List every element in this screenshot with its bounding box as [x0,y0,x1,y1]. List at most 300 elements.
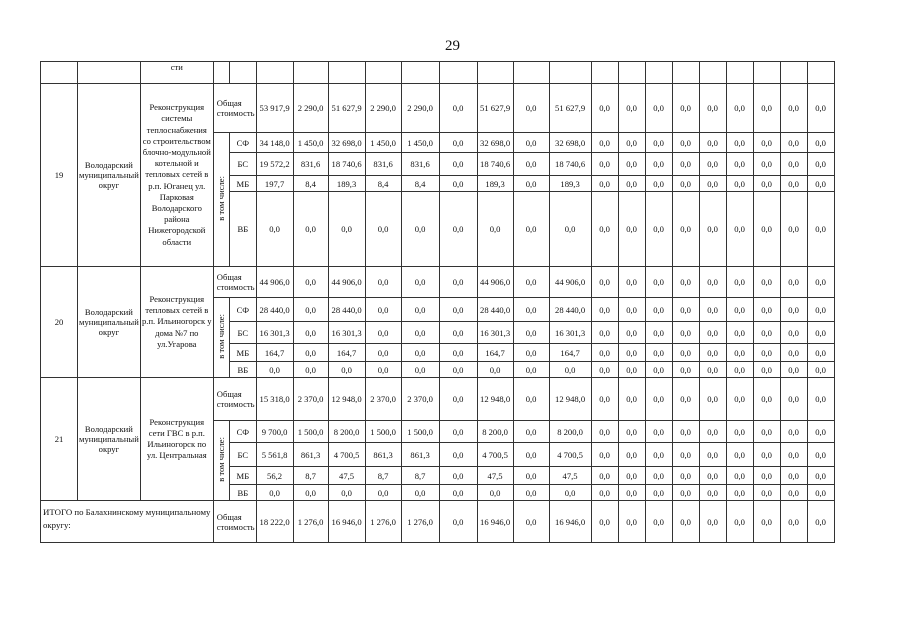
value-cell: 51 627,9 [328,84,365,133]
value-cell: 0,0 [293,267,328,298]
value-cell: 18 222,0 [256,501,293,543]
value-cell: 0,0 [645,267,672,298]
object-cell: Реконструкция сети ГВС в р.п. Ильиногорск по ул. Центральная [140,378,213,501]
value-cell: 831,6 [293,153,328,176]
value-cell: 0,0 [780,467,807,485]
empty-cell [780,62,807,84]
table-row [41,84,835,133]
empty-cell [726,62,753,84]
value-cell: 0,0 [807,344,834,362]
value-cell: 0,0 [618,362,645,378]
value-cell: 0,0 [618,485,645,501]
value-cell: 8 200,0 [549,421,591,443]
value-cell: 0,0 [672,133,699,153]
value-cell: 0,0 [513,84,549,133]
value-cell: 0,0 [672,421,699,443]
value-cell: 0,0 [780,443,807,467]
value-cell: 16 946,0 [477,501,513,543]
value-cell: 19 572,2 [256,153,293,176]
value-cell: 0,0 [645,443,672,467]
value-cell: 0,0 [807,322,834,344]
source-label: БС [230,443,256,467]
district-cell: Володарский муниципальный округ [78,267,141,378]
value-cell: 8,7 [401,467,439,485]
value-cell: 0,0 [618,133,645,153]
value-cell: 1 500,0 [293,421,328,443]
district-cell: Володарский муниципальный округ [78,84,141,267]
value-cell: 0,0 [439,362,477,378]
value-cell: 51 627,9 [549,84,591,133]
value-cell: 0,0 [780,267,807,298]
value-cell: 0,0 [807,443,834,467]
value-cell: 0,0 [513,192,549,267]
value-cell: 0,0 [699,344,726,362]
value-cell: 0,0 [726,84,753,133]
value-cell: 0,0 [645,322,672,344]
empty-cell [477,62,513,84]
total-label: ИТОГО по Балахнинскому муниципальному округу: [41,501,214,543]
value-cell: 0,0 [513,267,549,298]
value-cell: 0,0 [672,322,699,344]
value-cell: 164,7 [477,344,513,362]
source-label: ВБ [230,485,256,501]
value-cell: 0,0 [477,485,513,501]
value-cell: 16 946,0 [549,501,591,543]
value-cell: 0,0 [753,467,780,485]
value-cell: 12 948,0 [477,378,513,421]
empty-cell [293,62,328,84]
in-total-text: в том числе: [216,176,227,221]
value-cell: 0,0 [439,298,477,322]
value-cell: 28 440,0 [328,298,365,322]
value-cell: 0,0 [365,362,401,378]
value-cell: 2 370,0 [401,378,439,421]
value-cell: 0,0 [753,84,780,133]
value-cell: 44 906,0 [328,267,365,298]
value-cell: 0,0 [780,378,807,421]
value-cell: 0,0 [645,133,672,153]
value-cell: 0,0 [780,501,807,543]
value-cell: 0,0 [513,421,549,443]
financing-table [40,61,835,543]
value-cell: 0,0 [439,443,477,467]
value-cell: 0,0 [645,501,672,543]
value-cell: 0,0 [726,153,753,176]
value-cell: 0,0 [256,362,293,378]
value-cell: 8 200,0 [477,421,513,443]
source-label: БС [230,322,256,344]
value-cell: 189,3 [477,176,513,192]
source-label: СФ [230,298,256,322]
empty-cell [365,62,401,84]
value-cell: 0,0 [401,267,439,298]
value-cell: 0,0 [591,378,618,421]
value-cell: 0,0 [401,485,439,501]
value-cell: 0,0 [401,298,439,322]
value-cell: 0,0 [645,362,672,378]
value-cell: 0,0 [513,322,549,344]
empty-cell [699,62,726,84]
value-cell: 0,0 [753,485,780,501]
value-cell: 0,0 [591,344,618,362]
value-cell: 0,0 [293,485,328,501]
value-cell: 0,0 [807,176,834,192]
value-cell: 0,0 [439,485,477,501]
value-cell: 8,7 [365,467,401,485]
value-cell: 0,0 [807,298,834,322]
total-row [41,501,835,543]
table-row [41,267,835,298]
value-cell: 0,0 [439,84,477,133]
value-cell: 32 698,0 [549,133,591,153]
empty-cell [78,62,141,84]
value-cell: 2 290,0 [401,84,439,133]
value-cell: 16 301,3 [549,322,591,344]
value-cell: 0,0 [753,322,780,344]
empty-cell [328,62,365,84]
row-number: 19 [41,84,78,267]
value-cell: 0,0 [645,176,672,192]
empty-cell [645,62,672,84]
value-cell: 0,0 [513,485,549,501]
value-cell: 0,0 [780,322,807,344]
value-cell: 18 740,6 [549,153,591,176]
value-cell: 1 450,0 [365,133,401,153]
value-cell: 0,0 [513,344,549,362]
value-cell: 0,0 [672,298,699,322]
value-cell: 0,0 [672,443,699,467]
value-cell: 0,0 [699,362,726,378]
value-cell: 0,0 [699,322,726,344]
empty-cell [41,62,78,84]
value-cell: 0,0 [780,176,807,192]
value-cell: 0,0 [807,133,834,153]
value-cell: 16 301,3 [256,322,293,344]
value-cell: 0,0 [699,84,726,133]
empty-cell [672,62,699,84]
in-total-text: в том числе: [216,437,227,482]
value-cell: 56,2 [256,467,293,485]
value-cell: 28 440,0 [256,298,293,322]
value-cell: 0,0 [672,467,699,485]
empty-cell [401,62,439,84]
value-cell: 0,0 [753,153,780,176]
empty-cell [549,62,591,84]
value-cell: 2 370,0 [293,378,328,421]
value-cell: 0,0 [401,362,439,378]
value-cell: 0,0 [618,84,645,133]
value-cell: 0,0 [513,378,549,421]
value-cell: 0,0 [672,84,699,133]
value-cell: 0,0 [780,362,807,378]
value-cell: 0,0 [293,344,328,362]
value-cell: 0,0 [645,192,672,267]
value-cell: 0,0 [807,84,834,133]
value-cell: 189,3 [328,176,365,192]
value-cell: 0,0 [591,362,618,378]
value-cell: 0,0 [672,176,699,192]
value-cell: 0,0 [753,344,780,362]
value-cell: 0,0 [699,485,726,501]
source-label: ВБ [230,362,256,378]
value-cell: 0,0 [807,267,834,298]
value-cell: 0,0 [726,485,753,501]
row-number: 20 [41,267,78,378]
value-cell: 8,4 [401,176,439,192]
value-cell: 0,0 [726,362,753,378]
value-cell: 0,0 [699,176,726,192]
value-cell: 47,5 [328,467,365,485]
object-cell: Реконструкция системы теплоснабжения со строительством блочно-модульной котельной и тепловых сетей в р.п. Юганец ул. Парковая Володарского района Нижегородской области [140,84,213,267]
value-cell: 0,0 [672,485,699,501]
value-cell: 0,0 [549,362,591,378]
in-total-label [213,421,229,501]
value-cell: 0,0 [591,192,618,267]
value-cell: 0,0 [672,153,699,176]
total-cost-label: Общая стоимость [213,501,256,543]
value-cell: 2 290,0 [365,84,401,133]
value-cell: 0,0 [726,298,753,322]
value-cell: 0,0 [439,133,477,153]
value-cell: 1 500,0 [401,421,439,443]
total-cost-label: Общая стоимость [213,84,256,133]
value-cell: 0,0 [591,322,618,344]
total-cost-label: Общая стоимость [213,378,256,421]
value-cell: 0,0 [618,344,645,362]
value-cell: 5 561,8 [256,443,293,467]
value-cell: 0,0 [645,378,672,421]
value-cell: 0,0 [591,467,618,485]
value-cell: 0,0 [726,378,753,421]
page-number: 29 [445,38,460,54]
value-cell: 0,0 [618,443,645,467]
value-cell: 0,0 [328,192,365,267]
value-cell: 53 917,9 [256,84,293,133]
value-cell: 0,0 [513,443,549,467]
value-cell: 1 276,0 [365,501,401,543]
value-cell: 0,0 [591,153,618,176]
empty-cell [213,62,229,84]
value-cell: 16 946,0 [328,501,365,543]
value-cell: 0,0 [753,176,780,192]
row-number: 21 [41,378,78,501]
value-cell: 0,0 [439,421,477,443]
value-cell: 1 450,0 [293,133,328,153]
value-cell: 197,7 [256,176,293,192]
value-cell: 0,0 [365,485,401,501]
value-cell: 0,0 [807,378,834,421]
empty-cell [753,62,780,84]
value-cell: 0,0 [293,298,328,322]
value-cell: 0,0 [780,192,807,267]
value-cell: 47,5 [477,467,513,485]
value-cell: 0,0 [726,344,753,362]
value-cell: 0,0 [293,322,328,344]
value-cell: 0,0 [807,501,834,543]
value-cell: 0,0 [699,378,726,421]
value-cell: 0,0 [807,362,834,378]
value-cell: 0,0 [401,192,439,267]
source-label: МБ [230,467,256,485]
value-cell: 0,0 [726,176,753,192]
value-cell: 18 740,6 [477,153,513,176]
in-total-text: в том числе: [216,314,227,359]
value-cell: 0,0 [645,421,672,443]
value-cell: 1 500,0 [365,421,401,443]
value-cell: 9 700,0 [256,421,293,443]
empty-cell [807,62,834,84]
value-cell: 0,0 [780,133,807,153]
value-cell: 0,0 [699,133,726,153]
value-cell: 861,3 [401,443,439,467]
value-cell: 0,0 [645,344,672,362]
total-cost-label: Общая стоимость [213,267,256,298]
value-cell: 0,0 [726,267,753,298]
table-row [41,378,835,421]
header-cell: сти [140,62,213,84]
value-cell: 0,0 [591,443,618,467]
value-cell: 8,4 [365,176,401,192]
value-cell: 0,0 [753,501,780,543]
table-body [41,62,835,543]
value-cell: 0,0 [780,344,807,362]
value-cell: 0,0 [699,267,726,298]
value-cell: 0,0 [672,192,699,267]
value-cell: 0,0 [401,344,439,362]
value-cell: 0,0 [401,322,439,344]
value-cell: 0,0 [753,267,780,298]
value-cell: 861,3 [293,443,328,467]
value-cell: 0,0 [645,298,672,322]
value-cell: 0,0 [699,467,726,485]
value-cell: 0,0 [780,421,807,443]
value-cell: 0,0 [365,344,401,362]
in-total-label [213,298,229,378]
value-cell: 0,0 [618,192,645,267]
value-cell: 0,0 [513,298,549,322]
value-cell: 1 276,0 [293,501,328,543]
value-cell: 164,7 [549,344,591,362]
value-cell: 0,0 [513,362,549,378]
value-cell: 0,0 [807,153,834,176]
value-cell: 0,0 [618,153,645,176]
value-cell: 0,0 [807,467,834,485]
value-cell: 0,0 [256,192,293,267]
value-cell: 0,0 [780,84,807,133]
value-cell: 0,0 [591,298,618,322]
value-cell: 0,0 [726,501,753,543]
value-cell: 1 450,0 [401,133,439,153]
value-cell: 2 290,0 [293,84,328,133]
value-cell: 32 698,0 [328,133,365,153]
value-cell: 0,0 [439,344,477,362]
value-cell: 0,0 [645,84,672,133]
value-cell: 0,0 [439,153,477,176]
value-cell: 0,0 [618,267,645,298]
value-cell: 4 700,5 [549,443,591,467]
value-cell: 0,0 [513,153,549,176]
empty-cell [230,62,256,84]
value-cell: 4 700,5 [328,443,365,467]
value-cell: 0,0 [365,267,401,298]
value-cell: 861,3 [365,443,401,467]
value-cell: 0,0 [807,485,834,501]
value-cell: 44 906,0 [256,267,293,298]
value-cell: 0,0 [753,133,780,153]
value-cell: 0,0 [753,298,780,322]
value-cell: 0,0 [591,267,618,298]
value-cell: 0,0 [699,192,726,267]
value-cell: 0,0 [549,485,591,501]
value-cell: 0,0 [780,485,807,501]
empty-cell [591,62,618,84]
value-cell: 0,0 [726,192,753,267]
value-cell: 51 627,9 [477,84,513,133]
value-cell: 0,0 [699,421,726,443]
value-cell: 0,0 [618,176,645,192]
value-cell: 0,0 [753,443,780,467]
value-cell: 0,0 [439,192,477,267]
value-cell: 4 700,5 [477,443,513,467]
value-cell: 0,0 [780,298,807,322]
value-cell: 0,0 [439,501,477,543]
value-cell: 0,0 [477,192,513,267]
value-cell: 28 440,0 [477,298,513,322]
value-cell: 0,0 [439,378,477,421]
value-cell: 0,0 [328,362,365,378]
value-cell: 0,0 [591,84,618,133]
value-cell: 0,0 [365,192,401,267]
value-cell: 0,0 [549,192,591,267]
district-cell: Володарский муниципальный округ [78,378,141,501]
value-cell: 0,0 [699,501,726,543]
value-cell: 0,0 [439,176,477,192]
object-cell: Реконструкция тепловых сетей в р.п. Ильиногорск у дома №7 по ул.Угарова [140,267,213,378]
empty-cell [618,62,645,84]
value-cell: 0,0 [513,133,549,153]
value-cell: 0,0 [513,501,549,543]
empty-cell [256,62,293,84]
value-cell: 0,0 [513,176,549,192]
source-label: МБ [230,344,256,362]
value-cell: 0,0 [477,362,513,378]
value-cell: 18 740,6 [328,153,365,176]
value-cell: 0,0 [293,362,328,378]
source-label: ВБ [230,192,256,267]
in-total-label [213,133,229,267]
value-cell: 0,0 [591,421,618,443]
value-cell: 0,0 [726,421,753,443]
value-cell: 28 440,0 [549,298,591,322]
value-cell: 0,0 [699,443,726,467]
header-strip-row [41,62,835,84]
value-cell: 0,0 [726,443,753,467]
value-cell: 0,0 [807,421,834,443]
value-cell: 0,0 [439,467,477,485]
value-cell: 0,0 [672,362,699,378]
value-cell: 0,0 [513,467,549,485]
value-cell: 831,6 [365,153,401,176]
value-cell: 0,0 [256,485,293,501]
value-cell: 0,0 [618,378,645,421]
value-cell: 32 698,0 [477,133,513,153]
value-cell: 12 948,0 [549,378,591,421]
value-cell: 0,0 [328,485,365,501]
value-cell: 0,0 [726,467,753,485]
value-cell: 16 301,3 [328,322,365,344]
value-cell: 0,0 [753,378,780,421]
value-cell: 0,0 [672,378,699,421]
